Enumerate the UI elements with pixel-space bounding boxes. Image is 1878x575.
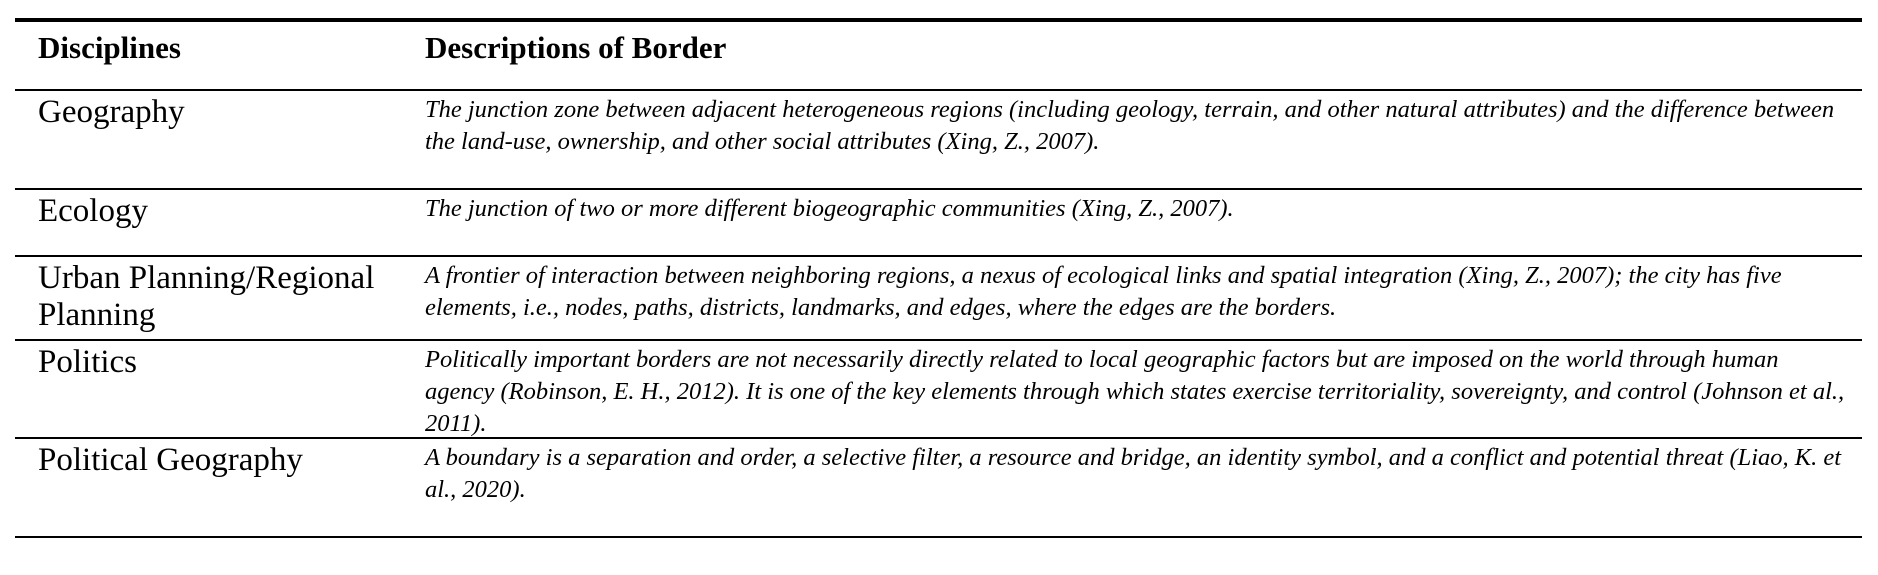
discipline-cell: Geography xyxy=(38,94,185,130)
discipline-cell: Political Geography xyxy=(38,442,303,478)
table-row xyxy=(15,439,1862,536)
table-row xyxy=(15,190,1862,255)
table-bottom-rule xyxy=(15,536,1862,538)
table-row xyxy=(15,341,1862,437)
border-definitions-table xyxy=(15,18,1862,538)
header-disciplines: Disciplines xyxy=(38,30,181,65)
description-cell: The junction zone between adjacent heterogeneous regions (including geology, terrain, and other natural attributes) and the difference between the land-use, ownership, and other social attributes (Xing, Z., 2007). xyxy=(425,96,1835,155)
table-row xyxy=(15,257,1862,339)
discipline-cell: Urban Planning/Regional Planning xyxy=(38,260,375,333)
table-row xyxy=(15,91,1862,188)
header-descriptions: Descriptions of Border xyxy=(425,30,727,65)
description-cell: A frontier of interaction between neighboring regions, a nexus of ecological links and spatial integration (Xing, Z., 2007); the city has five elements, i.e., nodes, paths, districts, landmarks, and edges, where the edges are the borders. xyxy=(425,262,1782,321)
discipline-cell: Ecology xyxy=(38,193,148,229)
discipline-cell: Politics xyxy=(38,344,138,380)
description-cell: The junction of two or more different biogeographic communities (Xing, Z., 2007). xyxy=(425,195,1234,222)
table-header-row xyxy=(15,22,1862,89)
description-cell: Politically important borders are not necessarily directly related to local geographic factors but are imposed on the world through human agency (Robinson, E. H., 2012). It is one of the key elements through which states exercise territoriality, sovereignty, and control (Johnson et al., 2011). xyxy=(425,346,1845,437)
description-cell: A boundary is a separation and order, a selective filter, a resource and bridge, an identity symbol, and a conflict and potential threat (Liao, K. et al., 2020). xyxy=(425,444,1842,503)
